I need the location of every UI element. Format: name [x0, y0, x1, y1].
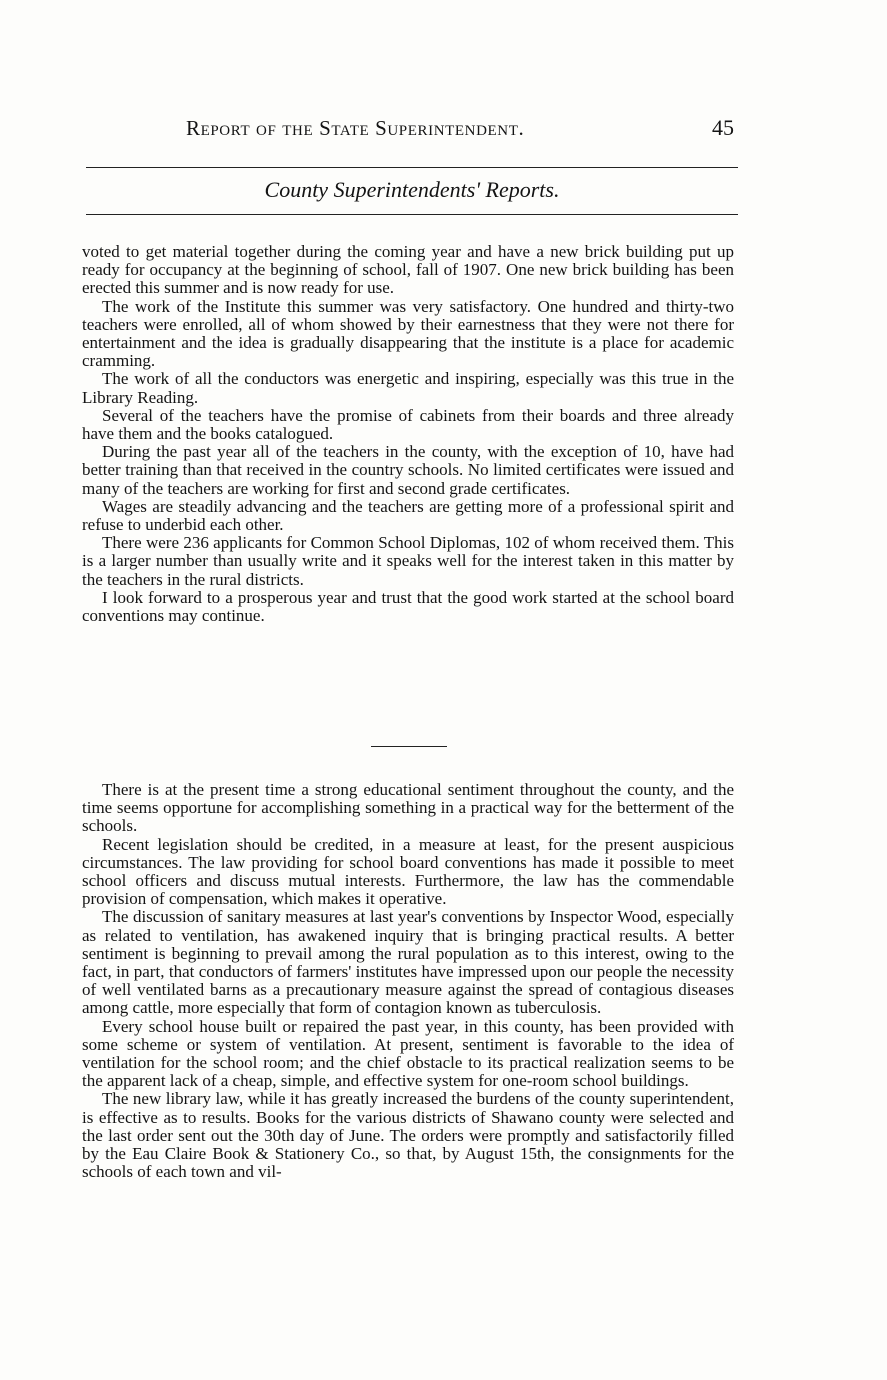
- report-one: [82, 243, 734, 625]
- header-rule-top: [86, 167, 738, 168]
- paragraph: I look forward to a prosperous year and trust that the good work started at the school board conventions may continue.: [82, 587, 734, 626]
- report-two: [82, 781, 734, 1181]
- paragraph: There is at the present time a strong educational sentiment throughout the county, and the time seems opportune for accomplishing something in a practical way for the betterment of the schools.: [82, 780, 734, 836]
- paragraph: Wages are steadily advancing and the teachers are getting more of a professional spirit and refuse to underbid each other.: [82, 496, 734, 535]
- page-header: [86, 112, 738, 144]
- paragraph: The work of all the conductors was energetic and inspiring, especially was this true in the Library Reading.: [82, 369, 734, 407]
- section-title: County Superintendents' Reports.: [264, 177, 560, 202]
- paragraph: Every school house built or repaired the past year, in this county, has been provided with some scheme or system of ventilation. At present, sentiment is favorable to the idea of ventilation for the school room; and the chief obstacle to its practical realization seems to be the apparent lack of a cheap, simple, and effective system for one-room school buildings.: [82, 1016, 734, 1091]
- paragraph: The work of the Institute this summer was very satisfactory. One hundred and thirty-two teachers were enrolled, all of whom showed by their earnestness that they were not there for entertainment and the idea is gradually disappearing that the institute is a place for academic cramming.: [82, 296, 734, 371]
- paragraph: The new library law, while it has greatly increased the burdens of the county superintendent, is effective as to results. Books for the various districts of Shawano county were selected and the last order sent out the 30th day of June. The orders were promptly and satisfactorily filled by the Eau Claire Book & Stationery Co., so that, by August 15th, the consignments for the schools of each town and vil-: [82, 1089, 734, 1182]
- paragraph: voted to get material together during the coming year and have a new brick building put up ready for occupancy at the beginning of school, fall of 1907. One new brick building has been erected this summer and is now ready for use.: [82, 242, 734, 298]
- running-title: Report of the State Superintendent.: [186, 116, 525, 140]
- paragraph: Several of the teachers have the promise of cabinets from their boards and three already have them and the books catalogued.: [82, 405, 734, 444]
- paragraph: During the past year all of the teachers in the county, with the exception of 10, have had better training than that received in the country schools. No limited certificates were issued and many of the teachers are working for first and second grade certificates.: [82, 442, 734, 498]
- page-number: 45: [712, 115, 734, 140]
- paragraph: There were 236 applicants for Common School Diplomas, 102 of whom received them. This is a larger number than usually write and it speaks well for the interest taken in this matter by the teachers in the rural districts.: [82, 533, 734, 589]
- paragraph: Recent legislation should be credited, in a measure at least, for the present auspicious circumstances. The law providing for school board conventions has made it possible to meet school officers and discuss mutual interests. Furthermore, the law has the commendable provision of compensation, which makes it operative.: [82, 834, 734, 909]
- header-rule-bottom: [86, 214, 738, 215]
- paragraph: The discussion of sanitary measures at last year's conventions by Inspector Wood, especially as related to ventilation, has awakened inquiry that is bringing practical results. A better sentiment is beginning to prevail among the rural population as to this interest, owing to the fact, in part, that conductors of farmers' institutes have impressed upon our people the necessity of well ventilated barns as a precautionary measure against the spread of contagious diseases among cattle, more especially that form of contagion known as tuberculosis.: [82, 907, 734, 1018]
- section-separator: [371, 746, 447, 747]
